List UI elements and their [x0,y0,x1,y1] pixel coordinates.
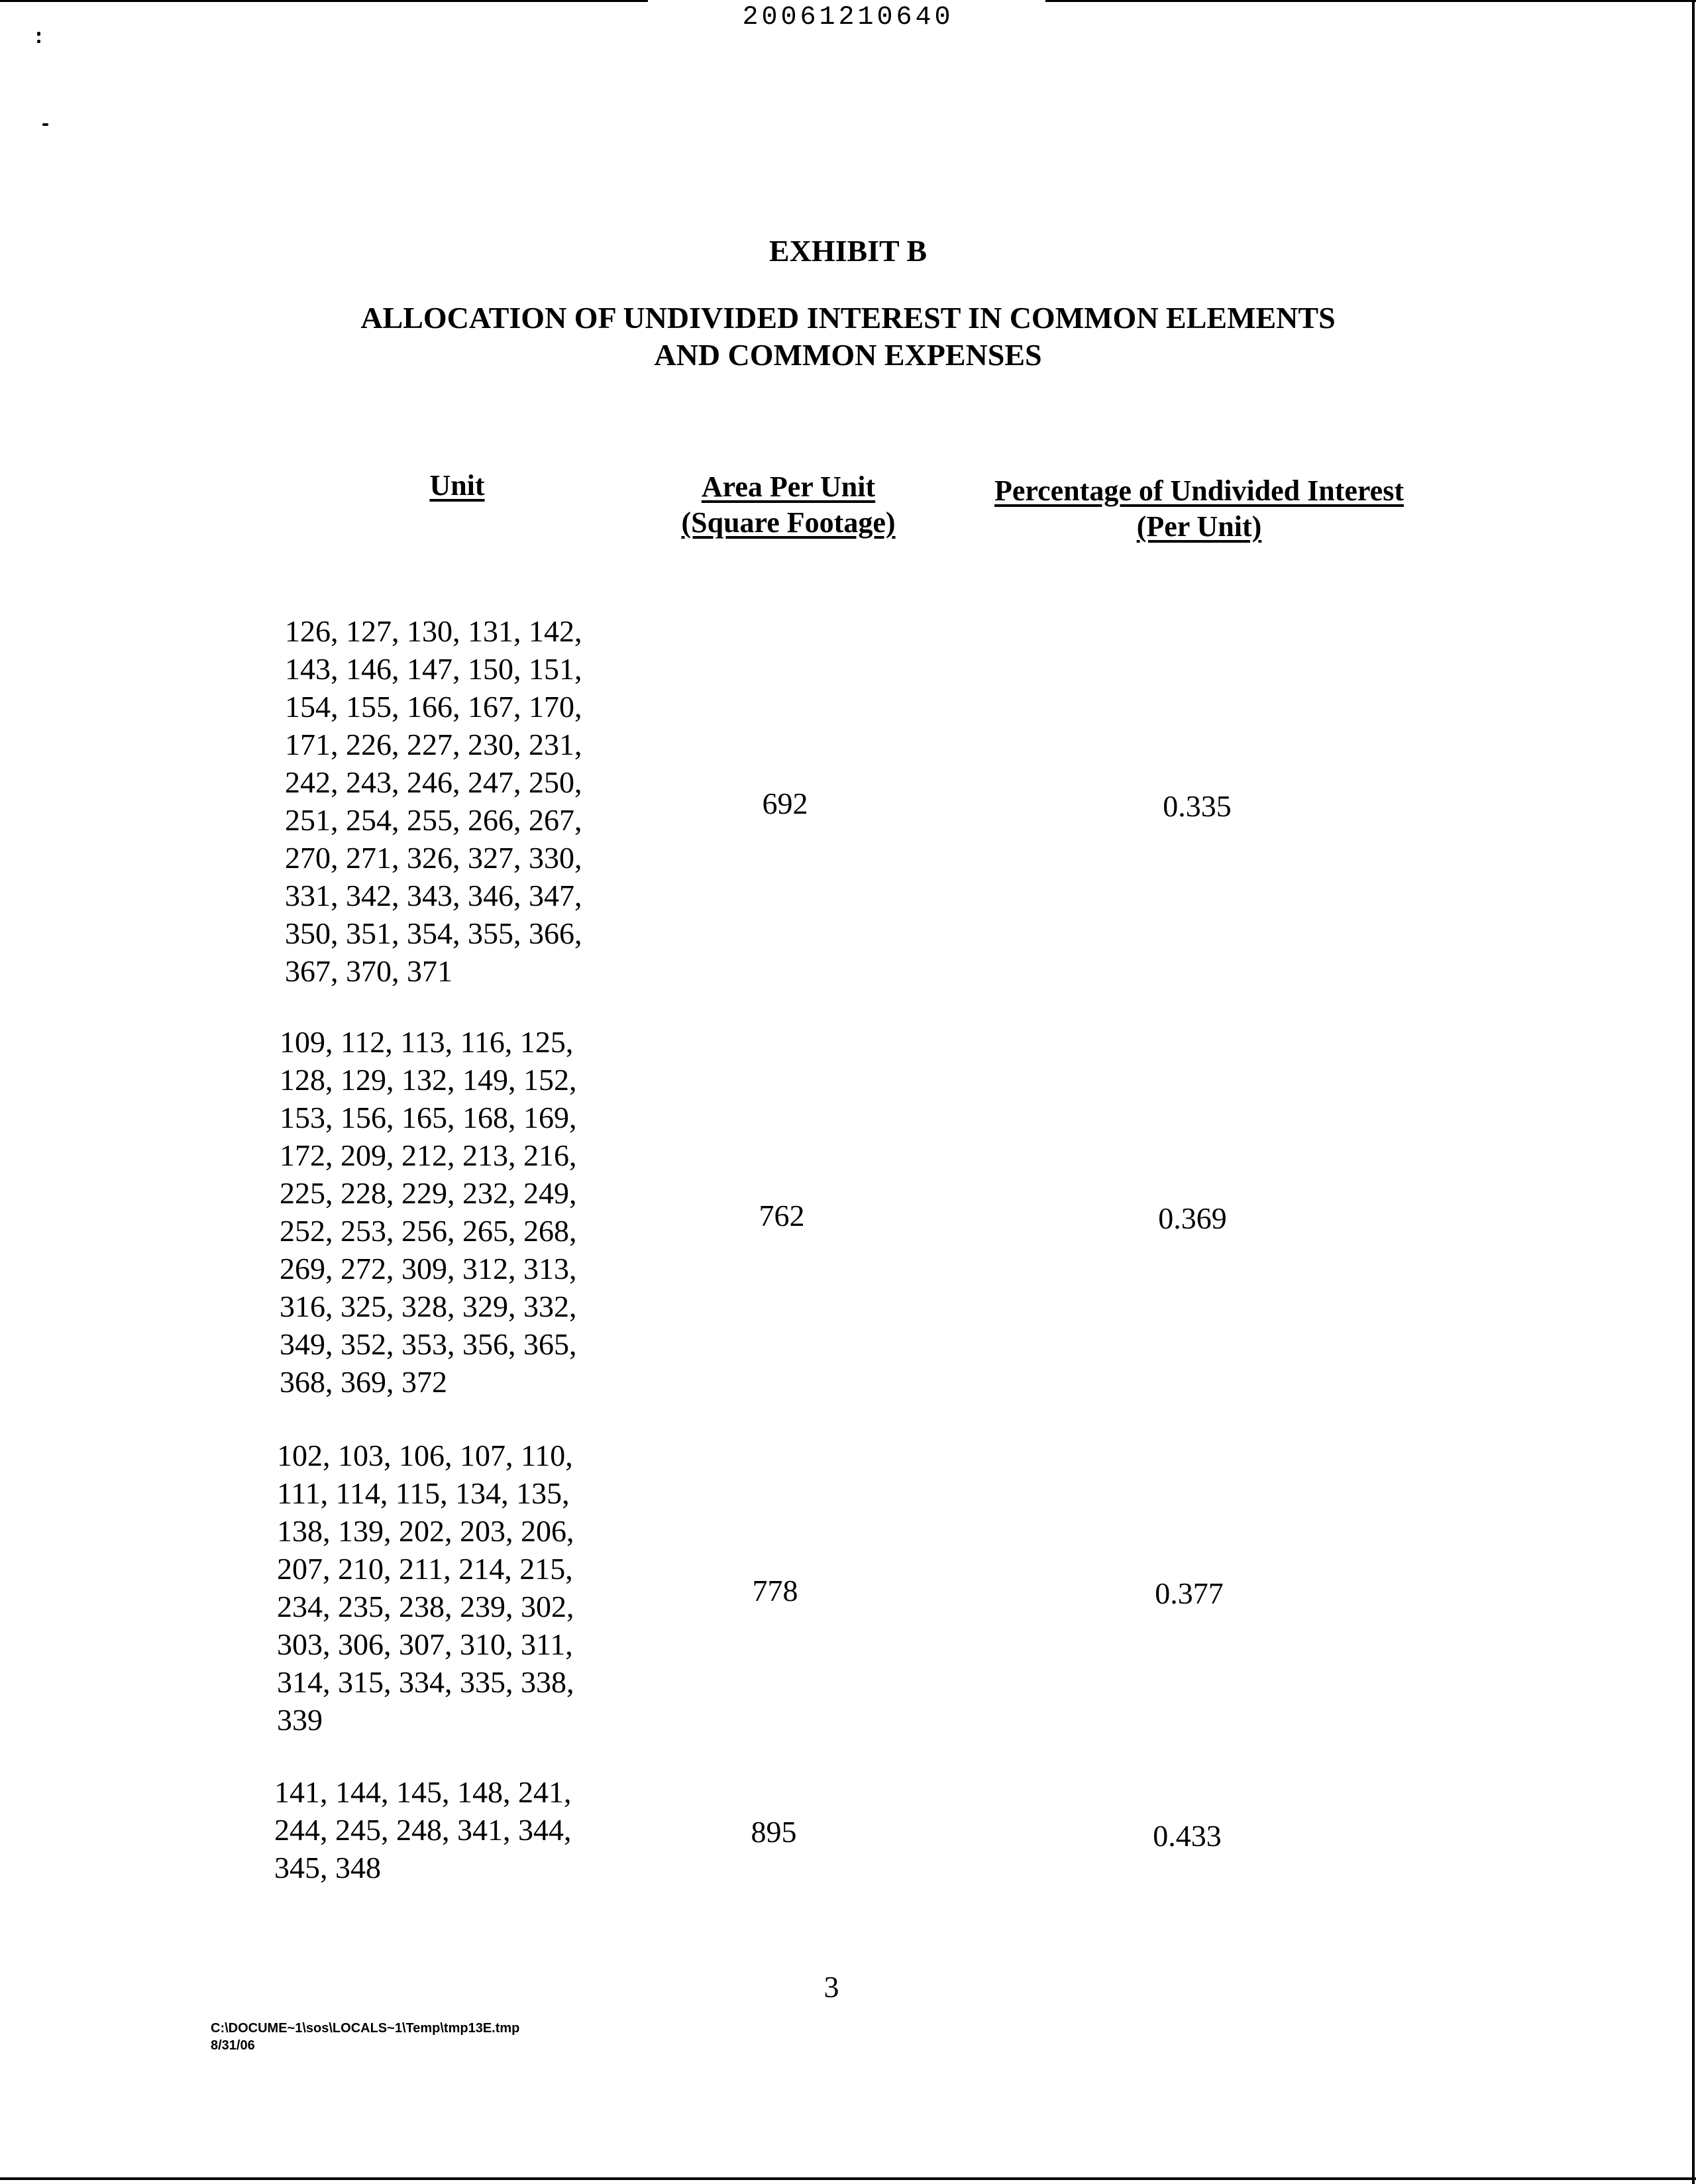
scan-bottom-rule [0,2177,1696,2180]
unit-list-group-3: 102, 103, 106, 107, 110, 111, 114, 115, 134, 135, 138, 139, 202, 203, 206, 207, 210, 211, 214, 215, 234, 235, 238, 239, 302, 303, 306, 307, 310, 311, 314, 315, 334, 335, 338, 339 [277,1439,574,1737]
exhibit-heading: EXHIBIT B [768,234,928,268]
unit-list-group-2: 109, 112, 113, 116, 125, 128, 129, 132, 149, 152, 153, 156, 165, 168, 169, 172, 209, 212, 213, 216, 225, 228, 229, 232, 249, 252, 253, 256, 265, 268, 269, 272, 309, 312, 313, 316, 325, 328, 329, 332, 349, 352, 353, 356, 365, 368, 369, 372 [280,1025,577,1399]
percentage-header-line-1: Percentage of Undivided Interest [994,474,1404,507]
area-header-line-2: (Square Footage) [681,506,896,539]
unit-list-group-1: 126, 127, 130, 131, 142, 143, 146, 147, 150, 151, 154, 155, 166, 167, 170, 171, 226, 227, 230, 231, 242, 243, 246, 247, 250, 251, 254, 255, 266, 267, 270, 271, 326, 327, 330, 331, 342, 343, 346, 347, 350, 351, 354, 355, 366, 367, 370, 371 [285,614,582,988]
footer-date: 8/31/06 [211,2038,255,2053]
unit-list-group-4: 141, 144, 145, 148, 241, 244, 245, 248, 341, 344, 345, 348 [274,1775,572,1884]
footer [211,2020,519,2054]
area-column-header [616,469,961,541]
area-value-group-1: 692 [762,787,808,820]
page-title [0,300,1696,374]
area-value-group-4: 895 [751,1815,797,1849]
scan-speck [37,40,40,43]
title-line-2: AND COMMON EXPENSES [654,338,1042,372]
unit-column-header: Unit [429,469,485,502]
document-number: 20061210640 [742,3,954,32]
scan-top-rule-left [0,0,648,2]
percentage-column-header [954,473,1444,545]
page-number: 3 [823,1970,839,2004]
percentage-header-line-2: (Per Unit) [1136,510,1262,543]
percentage-value-group-1: 0.335 [1163,789,1232,823]
area-value-group-2: 762 [759,1199,805,1232]
area-value-group-3: 778 [752,1574,798,1608]
footer-file-path: C:\DOCUME~1\sos\LOCALS~1\Temp\tmp13E.tmp [211,2021,520,2036]
percentage-value-group-4: 0.433 [1153,1819,1222,1853]
percentage-value-group-3: 0.377 [1155,1576,1224,1610]
area-header-line-1: Area Per Unit [701,470,876,503]
scan-speck [42,123,48,126]
scan-top-rule-right [1045,0,1696,2]
percentage-value-group-2: 0.369 [1158,1201,1227,1235]
title-line-1: ALLOCATION OF UNDIVIDED INTEREST IN COMMON ELEMENTS [360,301,1336,335]
